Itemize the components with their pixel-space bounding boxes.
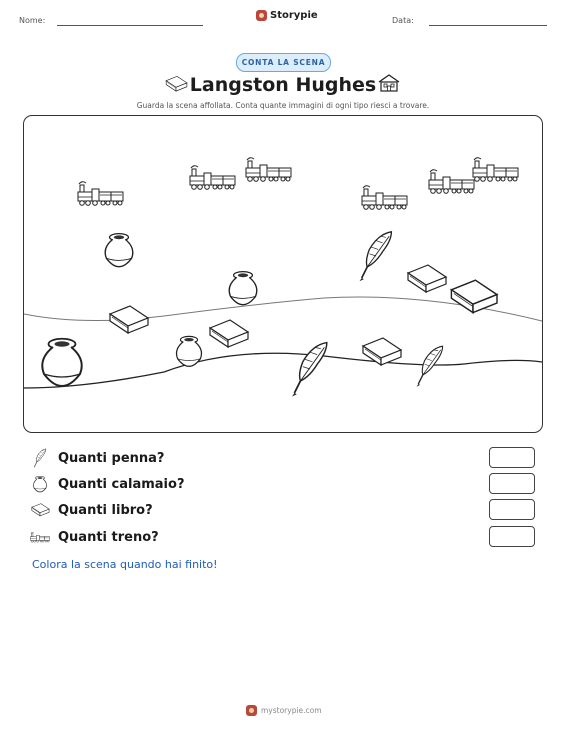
storypie-logo-icon — [246, 705, 257, 716]
question-row-quill — [30, 447, 164, 469]
train-4 — [362, 186, 407, 210]
date-line[interactable] — [429, 25, 547, 26]
question-row-inkwell — [30, 473, 184, 495]
book-2 — [210, 320, 248, 347]
inkwell-1 — [105, 234, 133, 267]
book-icon — [30, 500, 50, 520]
answer-box-train[interactable] — [489, 526, 535, 547]
book-1 — [110, 306, 148, 333]
name-label: Nome: — [19, 16, 46, 25]
question-label: Quanti penna? — [58, 450, 165, 466]
quill-3 — [417, 346, 443, 387]
train-3 — [246, 158, 291, 182]
date-label: Data: — [392, 16, 414, 25]
answer-box-book[interactable] — [489, 499, 535, 520]
quill-2 — [292, 343, 327, 397]
site-url: mystorypie.com — [261, 706, 322, 715]
question-label: Quanti calamaio? — [58, 476, 185, 492]
train-icon — [30, 527, 50, 547]
inkwell-icon — [30, 474, 50, 494]
quill-1 — [360, 232, 392, 281]
question-row-book — [30, 499, 153, 521]
site-footer — [246, 705, 322, 716]
answer-box-quill[interactable] — [489, 447, 535, 468]
train-5 — [429, 170, 474, 194]
inkwell-2 — [229, 272, 257, 305]
question-label: Quanti libro? — [58, 502, 153, 518]
storypie-logo-icon — [256, 10, 267, 21]
brand-logo — [256, 10, 318, 21]
counting-scene — [23, 115, 543, 433]
answer-box-inkwell[interactable] — [489, 473, 535, 494]
book-4 — [451, 280, 497, 312]
inkwell-4 — [177, 336, 202, 366]
house-icon — [378, 74, 400, 96]
page-title: Langston Hughes — [189, 74, 377, 96]
scene-drawing — [24, 116, 542, 432]
train-6 — [473, 158, 518, 182]
name-line[interactable] — [57, 25, 203, 26]
book-3 — [408, 265, 446, 292]
coloring-note: Colora la scena quando hai finito! — [32, 558, 218, 571]
activity-badge: CONTA LA SCENA — [236, 53, 331, 72]
question-label: Quanti treno? — [58, 529, 159, 545]
quill-icon — [30, 448, 50, 468]
train-2 — [190, 166, 235, 190]
instructions: Guarda la scena affollata. Conta quante immagini di ogni tipo riesci a trovare. — [136, 101, 430, 110]
train-1 — [78, 182, 123, 206]
inkwell-3 — [42, 339, 81, 386]
brand-name: Storypie — [270, 10, 318, 21]
question-row-train — [30, 526, 159, 548]
